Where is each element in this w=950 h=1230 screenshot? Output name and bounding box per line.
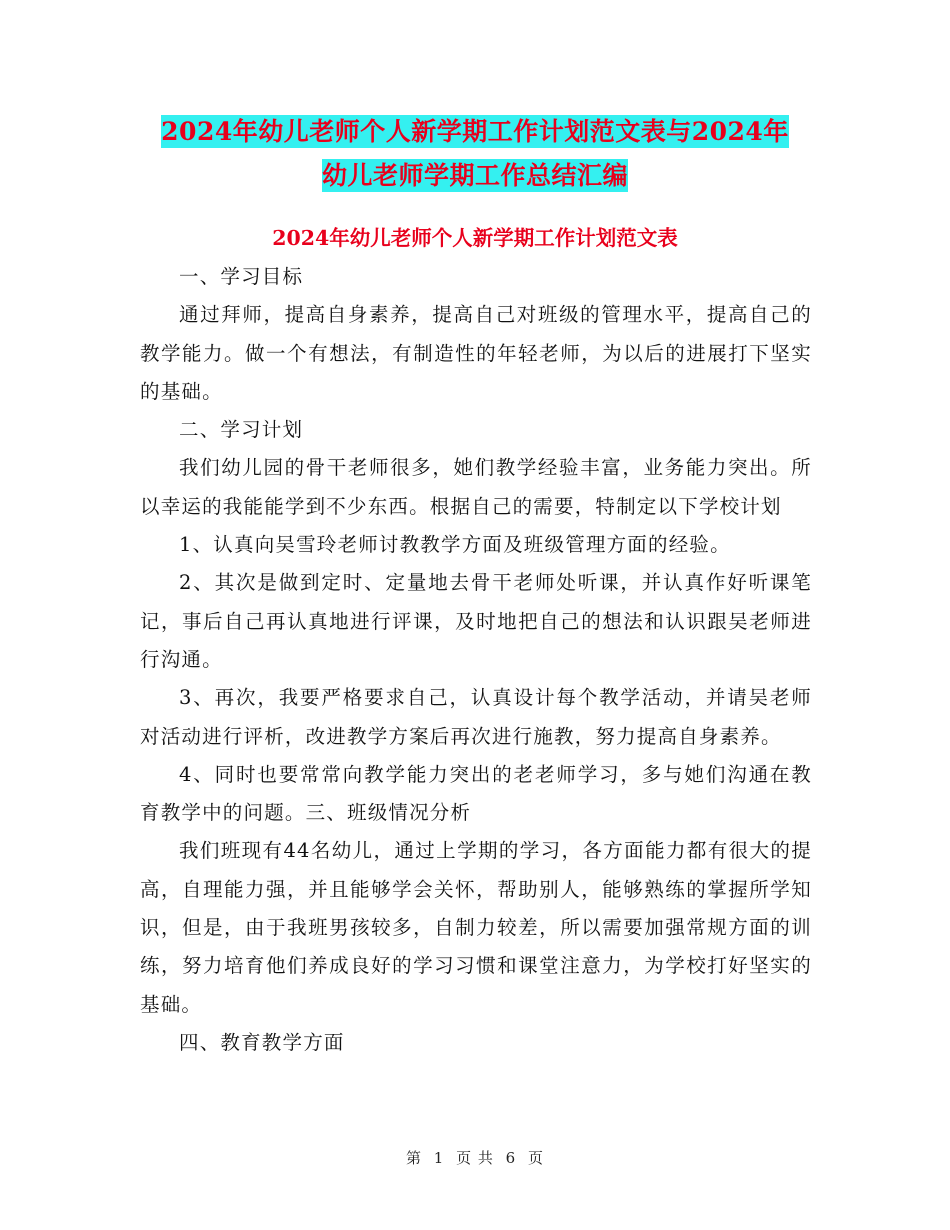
paragraph: 通过拜师，提高自身素养，提高自己对班级的管理水平，提高自己的教学能力。做一个有想法，有制造性的年轻老师，为以后的进展打下坚实的基础。 [140, 303, 812, 403]
page-footer [0, 1148, 950, 1168]
document-title-line-2 [120, 150, 830, 202]
footer-page-total: 6 [505, 1149, 517, 1167]
heading-learning-goals: 一、学习目标 [179, 265, 304, 288]
title-highlight: 幼儿老师学期工作总结汇编 [321, 161, 628, 190]
list-item: 2、其次是做到定时、定量地去骨干老师处听课，并认真作好听课笔记，事后自己再认真地进行评课，及时地把自己的想法和认识跟吴老师进行沟通。 [140, 571, 812, 671]
heading-learning-plan: 二、学习计划 [179, 418, 304, 442]
paragraph: 我们班现有44名幼儿，通过上学期的学习，各方面能力都有很大的提高，自理能力强，并且能够学会关怀，帮助别人，能够熟练的掌握所学知识，但是，由于我班男孩较多，自制力较差，所以需要加强常规方面的训练，努力培育他们养成良好的学习习惯和课堂注意力，为学校打好坚实的基础。 [140, 839, 812, 1016]
document-body [140, 265, 812, 1062]
list-item: 1、认真向吴雪玲老师讨教教学方面及班级管理方面的经验。 [179, 533, 731, 557]
list-item: 3、再次，我要严格要求自己，认真设计每个教学活动，并请吴老师对活动进行评析，改进教学方案后再次进行施教，努力提高自身素养。 [140, 686, 812, 748]
footer-prefix: 第 [405, 1149, 422, 1167]
section-title: 2024年幼儿老师个人新学期工作计划范文表 [272, 226, 678, 250]
title-highlight: 2024年幼儿老师个人新学期工作计划范文表与2024年 [161, 117, 789, 146]
footer-suffix: 页 [528, 1149, 545, 1167]
footer-mid: 页 共 [456, 1149, 494, 1167]
list-item: 4、同时也要常常向教学能力突出的老老师学习，多与她们沟通在教育教学中的问题。三、班级情况分析 [140, 762, 812, 825]
footer-page-number: 1 [433, 1149, 445, 1167]
paragraph: 我们幼儿园的骨干老师很多，她们教学经验丰富，业务能力突出。所以幸运的我能能学到不少东西。根据自己的需要，特制定以下学校计划 [140, 456, 812, 518]
heading-teaching: 四、教育教学方面 [179, 1030, 345, 1054]
